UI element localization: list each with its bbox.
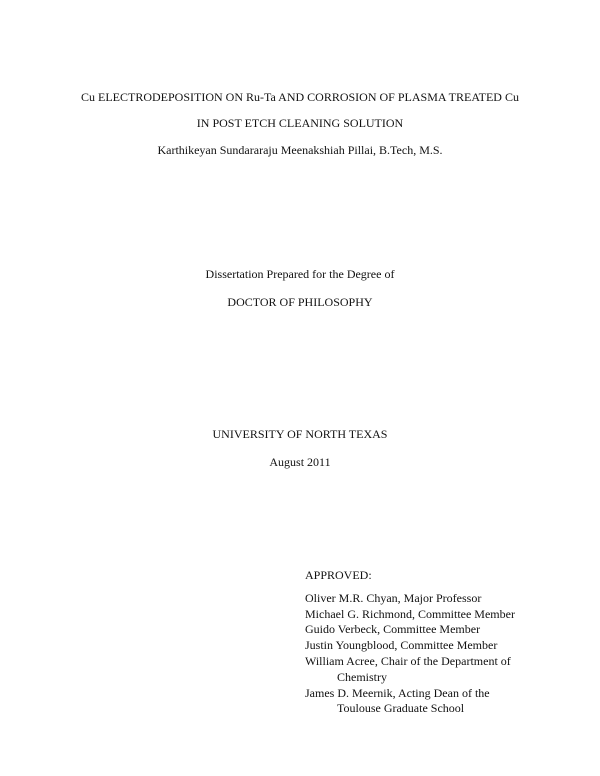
committee-member: Justin Youngblood, Committee Member — [305, 638, 498, 653]
degree: DOCTOR OF PHILOSOPHY — [227, 295, 373, 309]
date: August 2011 — [269, 455, 331, 469]
prepared-for: Dissertation Prepared for the Degree of — [205, 267, 395, 281]
approval-block — [305, 568, 515, 717]
approved-heading: APPROVED: — [305, 568, 372, 582]
committee-member: William Acree, Chair of the Department of — [305, 653, 511, 668]
author: Karthikeyan Sundararaju Meenakshiah Pillai, B.Tech, M.S. — [157, 143, 443, 157]
committee-member: James D. Meernik, Acting Dean of the — [305, 685, 490, 700]
committee-member: Guido Verbeck, Committee Member — [305, 622, 481, 637]
committee-member: Oliver M.R. Chyan, Major Professor — [305, 590, 482, 605]
committee-member-continued: Chemistry — [337, 669, 387, 684]
title-line-1: Cu ELECTRODEPOSITION ON Ru-Ta AND CORROSION OF PLASMA TREATED Cu — [81, 90, 519, 104]
title-line-2: IN POST ETCH CLEANING SOLUTION — [196, 116, 404, 130]
university: UNIVERSITY OF NORTH TEXAS — [212, 427, 388, 441]
committee-member: Michael G. Richmond, Committee Member — [305, 606, 515, 621]
committee-member-continued: Toulouse Graduate School — [337, 701, 465, 716]
